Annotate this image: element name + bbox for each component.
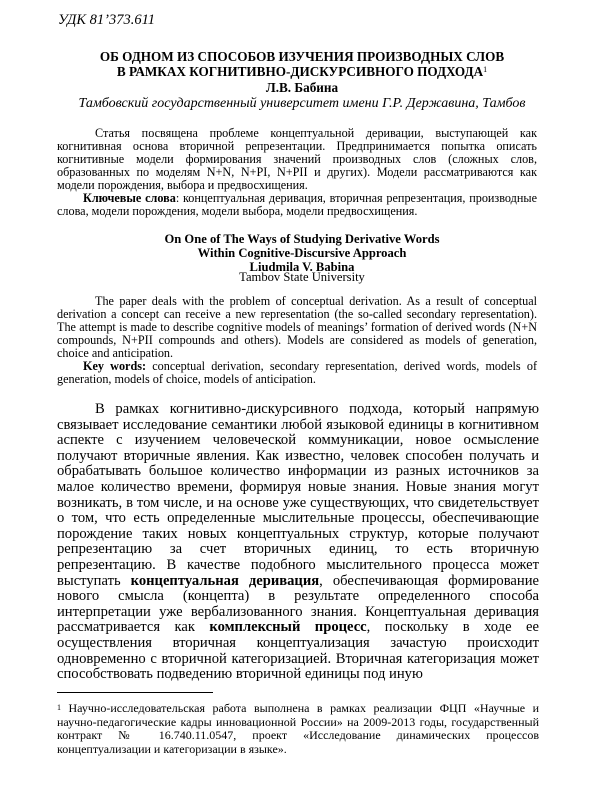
russian-author: Л.В. Бабина: [265, 80, 339, 95]
footnote-mark: 1: [57, 703, 61, 712]
russian-title: [40, 49, 564, 79]
russian-abstract: Статья посвящена проблеме концептуальной деривации, выступающей как когнитивная основа вторичной репрезентации. Предпринимается попытка описать когнитивные модели формирования значений производных слов (сложных слов, образованных по моделям N+N, N+PI, N+PII и других). Модели рассматриваются как модели порождения, выбора и предвосхищения.: [57, 126, 537, 192]
body-text-part-3: , поскольку в ходе ее осуществления вторичная концептуализация зачастую происходит одновременно с вторичной категоризацией. Вторичная категоризация может способствовать подведению вторичной единицы под иную: [57, 619, 539, 683]
english-affiliation: Tambov State University: [239, 270, 365, 284]
term-complex-process: комплексный процесс: [209, 619, 367, 636]
footnote: [57, 702, 539, 756]
udc-code: УДК 81’373.611: [58, 12, 156, 28]
english-keywords: [57, 360, 537, 386]
english-author: Liudmila V. Babina: [249, 260, 355, 274]
english-abstract: The paper deals with the problem of conceptual derivation. As a result of conceptual derivation a concept can receive a new representation (the so-called secondary representation). The attempt is made to describe cognitive models of meanings’ formation of derived words (N+N compounds, N+PII compounds and others). Models are considered as models of generation, choice and anticipation.: [57, 294, 537, 360]
russian-title-line-1: ОБ ОДНОМ ИЗ СПОСОБОВ ИЗУЧЕНИЯ ПРОИЗВОДНЫХ СЛОВ: [99, 49, 505, 64]
title-footnote-mark: 1: [483, 65, 488, 74]
english-title-line-2: Within Cognitive-Discursive Approach: [197, 246, 407, 260]
main-body-text: [57, 402, 539, 683]
term-conceptual-derivation: концептуальная деривация: [130, 572, 320, 589]
footnote-separator: [57, 692, 213, 693]
russian-keywords-text: : концептуальная деривация, вторичная репрезентация, производные слова, модели порождения, модели выбора, модели предвосхищения.: [57, 191, 537, 218]
english-abstract-block: [57, 295, 537, 386]
english-keywords-label: Key words:: [83, 359, 147, 373]
russian-abstract-block: [57, 127, 537, 218]
body-text-part-1: В рамках когнитивно-дискурсивного подхода, который напрямую связывает исследование семантики любой языковой единицы в когнитивном аспекте с изучением человеческой коммуникации, новое осмысление получают вторичные явления. Как известно, человек способен получать и обрабатывать большое количество информации из разных источников за малое количество времени, формируя новые знания. Новые знания могут возникать, в том числе, и на основе уже существующих, что свидетельствует о том, что есть определенные мыслительные процессы, обеспечивающие порождение таких новых концептуальных структур, которые получают репрезентацию за счет вторичных единиц, то есть вторичную репрезентацию. В качестве подобного мыслительного процесса может выступать: [57, 401, 539, 589]
english-title-line-1: On One of The Ways of Studying Derivative Words: [164, 232, 440, 246]
russian-title-line-2: [40, 64, 564, 79]
body-paragraph: [57, 402, 539, 683]
english-title: [40, 232, 564, 274]
russian-title-line-2-text: В РАМКАХ КОГНИТИВНО-ДИСКУРСИВНОГО ПОДХОДА: [116, 64, 484, 79]
footnote-text: Научно-исследовательская работа выполнена в рамках реализации ФЦП «Научные и научно-педагогические кадры инновационной России» на 2009-2013 годы, государственный контракт № 16.740.11.0547, проект «Исследование динамических процессов концептуализации и категоризации в языке».: [57, 701, 539, 756]
russian-affiliation: Тамбовский государственный университет имени Г.Р. Державина, Тамбов: [78, 96, 526, 111]
body-text-part-2: , обеспечивающая формирование нового смысла (концепта) в результате определенного способа интерпретации уже вербализованного знания. Концептуальная деривация рассматривается как: [57, 572, 540, 636]
english-keywords-text: conceptual derivation, secondary representation, derived words, models of generation, models of choice, models of anticipation.: [57, 359, 537, 386]
russian-keywords: [57, 192, 537, 218]
russian-keywords-label: Ключевые слова: [83, 191, 176, 205]
